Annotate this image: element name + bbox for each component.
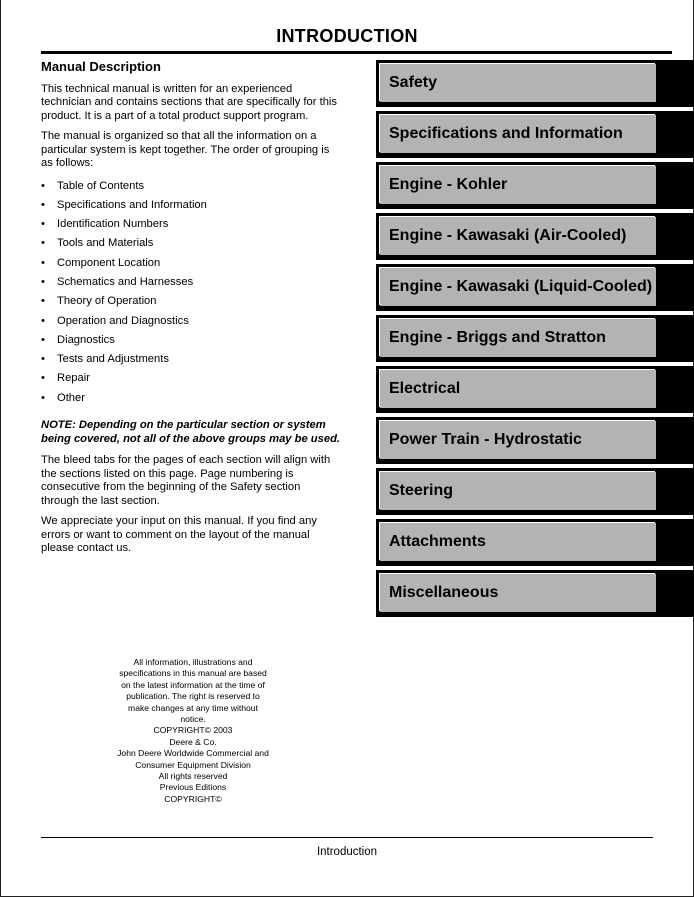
list-item bbox=[41, 218, 341, 237]
tab-label: Electrical bbox=[389, 380, 461, 397]
note: NOTE: Depending on the particular section or system being covered, not all of the above groups may be used. bbox=[41, 419, 341, 445]
section-tab-electrical[interactable] bbox=[376, 366, 694, 413]
copyright-line: COPYRIGHT© 2003 bbox=[153, 725, 233, 736]
feedback-paragraph: We appreciate your input on this manual. If you find any errors or want to comment on the layout of the manual please contact us. bbox=[41, 515, 317, 555]
bullet-icon: • bbox=[41, 218, 45, 231]
tab-fill bbox=[380, 166, 656, 204]
section-tab-power-train[interactable] bbox=[376, 417, 694, 464]
section-tab-steering[interactable] bbox=[376, 468, 694, 515]
copyright-line: Deere & Co. bbox=[169, 736, 217, 747]
list-item bbox=[41, 237, 341, 256]
intro-paragraph: This technical manual is written for an experienced technician and contains sections that are specifically for this product. It is a part of a total product support program. bbox=[41, 82, 338, 122]
tab-fill bbox=[380, 115, 656, 153]
copyright-line: All rights reserved bbox=[158, 771, 228, 782]
section-tab-engine-briggs[interactable] bbox=[376, 315, 694, 362]
grouping-list bbox=[41, 180, 341, 412]
bullet-icon: • bbox=[41, 391, 45, 404]
section-tab-engine-kawasaki-liquid[interactable] bbox=[376, 264, 694, 311]
tab-edge bbox=[655, 315, 694, 362]
list-item bbox=[41, 334, 341, 353]
copyright-line: make changes at any time without bbox=[128, 702, 258, 713]
tab-label: Steering bbox=[389, 482, 454, 499]
section-tabs bbox=[376, 60, 694, 621]
page-footer: Introduction bbox=[316, 846, 378, 858]
bleed-tabs-paragraph: The bleed tabs for the pages of each section will align with the sections listed on this page. Page numbering is consecutive from the beginning of the Safety section through the last section. bbox=[41, 454, 331, 507]
copyright-line: on the latest information at the time of bbox=[121, 679, 265, 690]
tab-label: Miscellaneous bbox=[389, 584, 499, 601]
copyright-line: specifications in this manual are based bbox=[119, 668, 267, 679]
section-tab-engine-kawasaki-air[interactable] bbox=[376, 213, 694, 260]
list-item bbox=[41, 295, 341, 314]
tab-fill bbox=[380, 217, 656, 255]
section-heading: Manual Description bbox=[41, 59, 161, 74]
list-item bbox=[41, 372, 341, 391]
bullet-icon: • bbox=[41, 353, 45, 366]
tab-label: Specifications and Information bbox=[389, 125, 623, 142]
list-item bbox=[41, 392, 341, 411]
tab-edge bbox=[655, 264, 694, 311]
tab-edge bbox=[655, 417, 694, 464]
copyright-notice bbox=[103, 657, 283, 805]
section-tab-engine-kohler[interactable] bbox=[376, 162, 694, 209]
list-item bbox=[41, 199, 341, 218]
tab-label: Power Train - Hydrostatic bbox=[389, 431, 582, 448]
bullet-icon: • bbox=[41, 333, 45, 346]
tab-fill bbox=[380, 319, 656, 357]
section-tab-safety[interactable] bbox=[376, 60, 694, 107]
list-item bbox=[41, 180, 341, 199]
tab-fill bbox=[380, 370, 656, 408]
tab-label: Engine - Kohler bbox=[389, 176, 508, 193]
tab-edge bbox=[655, 60, 694, 107]
list-item-label: Tests and Adjustments bbox=[57, 353, 169, 366]
list-item-label: Identification Numbers bbox=[57, 218, 169, 231]
tab-fill bbox=[380, 64, 656, 102]
tab-fill bbox=[380, 574, 656, 612]
copyright-line: COPYRIGHT© bbox=[164, 793, 222, 804]
bullet-icon: • bbox=[41, 295, 45, 308]
tab-label: Attachments bbox=[389, 533, 486, 550]
list-item-label: Schematics and Harnesses bbox=[57, 275, 194, 288]
list-item-label: Table of Contents bbox=[57, 179, 145, 192]
bullet-icon: • bbox=[41, 237, 45, 250]
tab-fill bbox=[380, 472, 656, 510]
tab-edge bbox=[655, 519, 694, 566]
list-item bbox=[41, 276, 341, 295]
tab-label: Safety bbox=[389, 74, 438, 91]
bullet-icon: • bbox=[41, 256, 45, 269]
tab-label: Engine - Kawasaki (Air-Cooled) bbox=[389, 227, 627, 244]
section-tab-attachments[interactable] bbox=[376, 519, 694, 566]
manual-description bbox=[41, 60, 341, 563]
bullet-icon: • bbox=[41, 179, 45, 192]
tab-edge bbox=[655, 366, 694, 413]
page-title: INTRODUCTION bbox=[276, 26, 418, 46]
list-item-label: Repair bbox=[57, 372, 90, 385]
bullet-icon: • bbox=[41, 314, 45, 327]
copyright-line: notice. bbox=[180, 714, 206, 725]
tab-label: Engine - Kawasaki (Liquid-Cooled) bbox=[389, 278, 653, 295]
tab-edge bbox=[655, 468, 694, 515]
list-item-label: Tools and Materials bbox=[57, 237, 154, 250]
list-item-label: Theory of Operation bbox=[57, 295, 157, 308]
footer-rule bbox=[41, 837, 653, 838]
copyright-line: Consumer Equipment Division bbox=[135, 759, 251, 770]
bullet-icon: • bbox=[41, 198, 45, 211]
bullet-icon: • bbox=[41, 372, 45, 385]
tab-edge bbox=[655, 162, 694, 209]
copyright-line: All information, illustrations and bbox=[133, 657, 253, 667]
list-item bbox=[41, 315, 341, 334]
tab-label: Engine - Briggs and Stratton bbox=[389, 329, 606, 346]
section-tab-specifications[interactable] bbox=[376, 111, 694, 158]
copyright-line: John Deere Worldwide Commercial and bbox=[117, 748, 269, 759]
list-item-label: Component Location bbox=[57, 256, 161, 269]
list-item bbox=[41, 257, 341, 276]
section-tab-miscellaneous[interactable] bbox=[376, 570, 694, 617]
list-item-label: Other bbox=[57, 391, 85, 404]
tab-edge bbox=[655, 570, 694, 617]
copyright-line: Previous Editions bbox=[159, 782, 227, 793]
list-item-label: Operation and Diagnostics bbox=[57, 314, 189, 327]
bullet-icon: • bbox=[41, 275, 45, 288]
list-item-label: Diagnostics bbox=[57, 333, 115, 346]
title-rule bbox=[41, 51, 672, 54]
tab-edge bbox=[655, 213, 694, 260]
list-item-label: Specifications and Information bbox=[57, 198, 207, 211]
tab-fill bbox=[380, 268, 656, 306]
organization-paragraph: The manual is organized so that all the information on a particular system is kept together. The order of grouping is as follows: bbox=[41, 130, 330, 169]
list-item bbox=[41, 353, 341, 372]
tab-fill bbox=[380, 421, 656, 459]
tab-edge bbox=[655, 111, 694, 158]
copyright-line: publication. The right is reserved to bbox=[126, 691, 260, 702]
tab-fill bbox=[380, 523, 656, 561]
